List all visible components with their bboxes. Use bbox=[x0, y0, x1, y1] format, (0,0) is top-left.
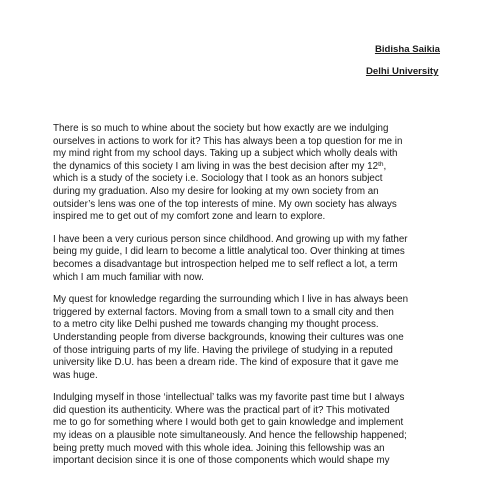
text-line: me to go for something where I would both get to gain knowledge and implement bbox=[53, 417, 404, 429]
text-line: inspired me to get out of my comfort zone and learn to explore. bbox=[53, 211, 326, 223]
text-line: university like D.U. has been a dream ride. The kind of exposure that it gave me bbox=[53, 357, 399, 369]
text-line: I have been a very curious person since childhood. And growing up with my father bbox=[53, 233, 408, 245]
paragraph-2 bbox=[53, 234, 445, 284]
text-line: my mind right from my school days. Taking up a subject which wholly deals with bbox=[53, 148, 398, 160]
text-line: of those intriguing parts of my life. Having the privilege of studying in a reputed bbox=[53, 344, 393, 356]
author-name: Bidisha Saikia bbox=[374, 44, 440, 55]
text-line: There is so much to whine about the society but how exactly are we indulging bbox=[53, 123, 389, 134]
author-affiliation: Delhi University bbox=[365, 66, 439, 77]
text-line: ourselves in actions to work for it? This has always been a top question for me in bbox=[53, 135, 403, 147]
text-line: my ideas on a plausible note simultaneously. And hence the fellowship happened; bbox=[53, 430, 407, 442]
text-line: being pretty much moved with this whole idea. Joining this fellowship was an bbox=[53, 442, 385, 454]
text-line: My quest for knowledge regarding the surrounding which I live in has always been bbox=[53, 294, 409, 306]
essay-body bbox=[53, 123, 445, 478]
text-line: being my guide, I did learn to become a little analytical too. Over thinking at times bbox=[53, 246, 405, 258]
text-line: Understanding people from diverse backgrounds, knowing their cultures was one bbox=[53, 331, 404, 343]
text-line: outsider’s lens was one of the top interests of mine. My own society has always bbox=[53, 198, 397, 210]
text-line: to a metro city like Delhi pushed me towards changing my thought process. bbox=[53, 319, 379, 331]
text-line: important decision since it is one of those components which would shape my bbox=[53, 455, 390, 467]
text-line: becomes a disadvantage but introspection helped me to self reflect a lot, a term bbox=[53, 258, 398, 270]
text-line: which is a study of the society i.e. Sociology that I took as an honors subject bbox=[53, 173, 383, 185]
text-line: which I am much familiar with now. bbox=[53, 271, 204, 283]
ordinal-superscript: th bbox=[378, 160, 384, 168]
paragraph-4 bbox=[53, 392, 445, 468]
paragraph-1 bbox=[53, 123, 445, 224]
paragraph-3 bbox=[53, 294, 445, 382]
text-line: the dynamics of this society I am living in was the best decision after my 12th, bbox=[53, 160, 387, 172]
text-line-with-superscript bbox=[53, 161, 445, 174]
text-line: did question its authenticity. Where was the practical part of it? This motivated bbox=[53, 404, 390, 416]
text-line: during my graduation. Also my desire for looking at my own society from an bbox=[53, 185, 379, 197]
text-line: Indulging myself in those ‘intellectual’ talks was my favorite past time but I always bbox=[53, 392, 405, 404]
author-block bbox=[366, 44, 440, 88]
text-line: triggered by external factors. Moving from a small town to a small city and then bbox=[53, 306, 394, 318]
text-line: was huge. bbox=[53, 369, 98, 381]
